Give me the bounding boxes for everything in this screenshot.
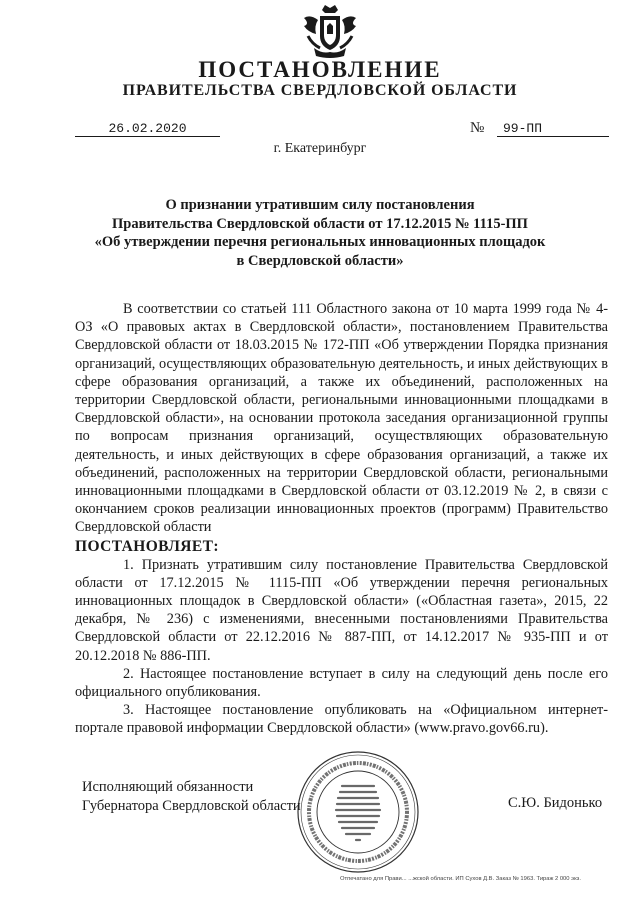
signer-name: С.Ю. Бидонько [508,795,603,811]
preamble-paragraph: В соответствии со статьей 111 Областного закона от 10 марта 1999 года № 4-ОЗ «О правовых актах в Свердловской области», постановлением Правительства Свердловской области от 18.03.2015 № 172-ПП «Об утверждении Порядка признания организаций, осуществляющих образовательную деятельность, и иных действующих в сфере образования организаций, а также их объединений, расположенных на территории Свердловской области, региональными инновационными площадками в Свердловской области», на основании протокола заседания организационной группы по вопросам признания организаций, осуществляющих образовательную деятельность, и иных действующих в сфере образования организаций, а также их объединений, расположенных на территории Свердловской области, региональными инновационными площадками в Свердловской области от 03.12.2019 № 2, в связи с окончанием сроков реализации инновационных проектов (программ) Правительство Свердловской области [75,301,608,536]
print-info: Отпечатано для Прави... ...жской области. ИП Сухов Д.В. Заказ № 1963. Тираж 2 000 экз. [340,876,581,882]
signer-position [82,778,301,815]
signer-position-line: Исполняющий обязанности [82,779,254,795]
resolution-item: 3. Настоящее постановление опубликовать на «Официальном интернет-портале правовой информации Свердловской области» (www.pravo.gov66.ru). [75,702,608,737]
document-type: ПОСТАНОВЛЕНИЕ [198,57,442,82]
document-title [60,196,580,270]
document-body [75,300,608,738]
document-date: 26.02.2020 [75,121,220,137]
resolution-item: 1. Признать утратившим силу постановление Правительства Свердловской области от 17.12.2015 № 1115-ПП «Об утверждении перечня региональных инновационных площадок в Свердловской области» («Областная газета», 2015, 22 декабря, № 236) с изменениями, внесенными постановлениями Правительства Свердловской области от 22.12.2016 № 887-ПП, от 14.12.2017 № 935-ПП и от 20.12.2018 № 886-ПП. [75,556,608,664]
resolves-heading: ПОСТАНОВЛЯЕТ: [75,537,219,555]
title-line: О признании утратившим силу постановления [165,197,475,213]
issuer: ПРАВИТЕЛЬСТВА СВЕРДЛОВСКОЙ ОБЛАСТИ [122,82,518,99]
document-number: 99-ПП [497,121,609,137]
official-seal [296,750,420,874]
title-line: в Свердловской области» [236,252,404,269]
coat-of-arms-icon [300,4,360,60]
number-label: № [470,120,485,136]
signer-position-line: Губернатора Свердловской области [82,797,301,814]
city: г. Екатеринбург [273,141,367,156]
title-line: Правительства Свердловской области от 17.12.2015 № 1115-ПП [112,215,528,232]
resolution-item: 2. Настоящее постановление вступает в силу на следующий день после его официального опубликования. [75,665,608,701]
title-line: «Об утверждении перечня региональных инновационных площадок [94,234,546,250]
